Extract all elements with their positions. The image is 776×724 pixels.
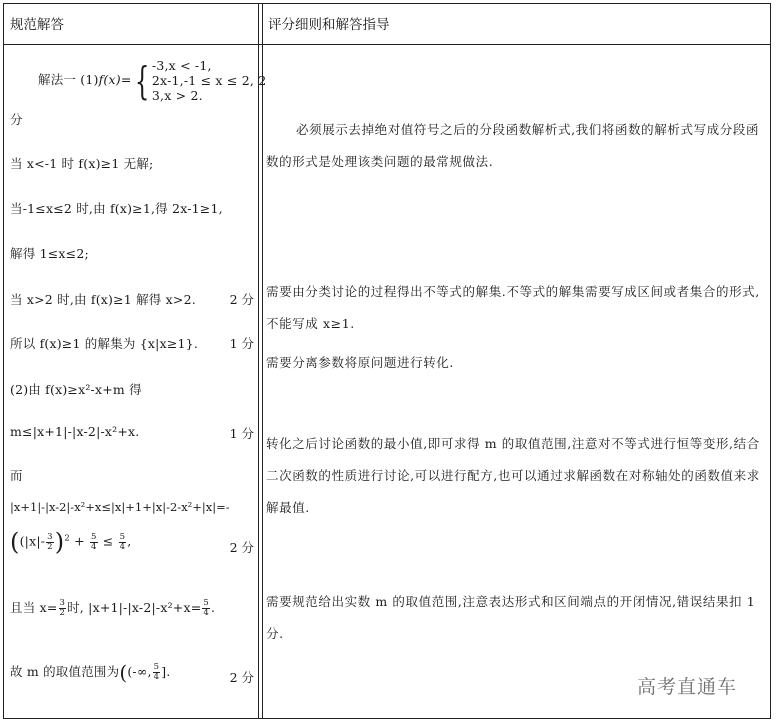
solution-line-1: 解法一 (1)f(x)={ -3,x < -1, 2x-1,-1 ≤ x ≤ 2, 2 3,x > 2. — [38, 58, 267, 103]
score-line-11: 2 分 — [229, 540, 254, 555]
column-divider-inner — [262, 3, 263, 719]
score-line-8: 1 分 — [229, 426, 254, 441]
grading-note-4: 转化之后讨论函数的最小值,即可求得 m 的取值范围,注意对不等式进行恒等变形,结合二次函数的性质进行讨论,可以进行配方,也可以通过求解函数在对称轴处的函数值来求解最值. — [266, 436, 760, 515]
solution-line-9: 而 — [10, 468, 23, 483]
solution-line-8: m≤|x+1|-|x-2|-x²+x. — [10, 424, 140, 439]
solution-line-6: 所以 f(x)≥1 的解集为 {x|x≥1}. — [10, 336, 198, 351]
grading-note-2: 需要由分类讨论的过程得出不等式的解集.不等式的解集需要写成区间或者集合的形式,不能写成 x≥1. — [266, 284, 760, 331]
header-divider — [3, 44, 771, 45]
score-unit: 分 — [10, 112, 23, 127]
header-solution: 规范解答 — [10, 17, 64, 33]
watermark-logo-text: 高考直通车 — [637, 676, 738, 698]
solution-line-7: (2)由 f(x)≥x²-x+m 得 — [10, 382, 142, 397]
score-line-13: 2 分 — [229, 670, 254, 685]
column-divider — [258, 3, 259, 719]
grading-note-1: 必须展示去掉绝对值符号之后的分段函数解析式,我们将函数的解析式写成分段函数的形式是处理该类问题的最常规做法. — [266, 122, 760, 169]
header-grading: 评分细则和解答指导 — [268, 17, 390, 33]
solution-line-13: 故 m 的取值范围为((-∞, $\frac{5}{4}$ ]. — [10, 660, 171, 685]
solution-line-3: 当-1≤x≤2 时,由 f(x)≥1,得 2x-1≥1, — [10, 201, 223, 216]
brace-symbol: { — [134, 58, 150, 103]
score-line-6: 1 分 — [229, 336, 254, 351]
solution-line-2: 当 x<-1 时 f(x)≥1 无解; — [10, 156, 154, 171]
solution-line-11: ((|x|- $\frac{3}{2}$ )$^2$ + $\frac{5}{4}$ ≤ $\frac{5}{4}$ , — [10, 528, 132, 556]
grading-note-5: 需要规范给出实数 m 的取值范围,注意表达形式和区间端点的开闭情况,错误结果扣 1 分. — [266, 594, 756, 641]
solution-line-5: 当 x>2 时,由 f(x)≥1 解得 x>2. — [10, 292, 196, 307]
score-line-5: 2 分 — [229, 292, 254, 307]
solution-line-10: |x+1|-|x-2|-x²+x≤|x|+1+|x|-2-x²+|x|=- — [10, 500, 230, 514]
solution-line-4: 解得 1≤x≤2; — [10, 246, 89, 261]
grading-note-3: 需要分离参数将原问题进行转化. — [266, 355, 454, 370]
solution-line-12: 且当 x= $\frac{3}{2}$ 时, |x+1|-|x-2|-x²+x= $\frac{5}{4}$ . — [10, 598, 216, 618]
